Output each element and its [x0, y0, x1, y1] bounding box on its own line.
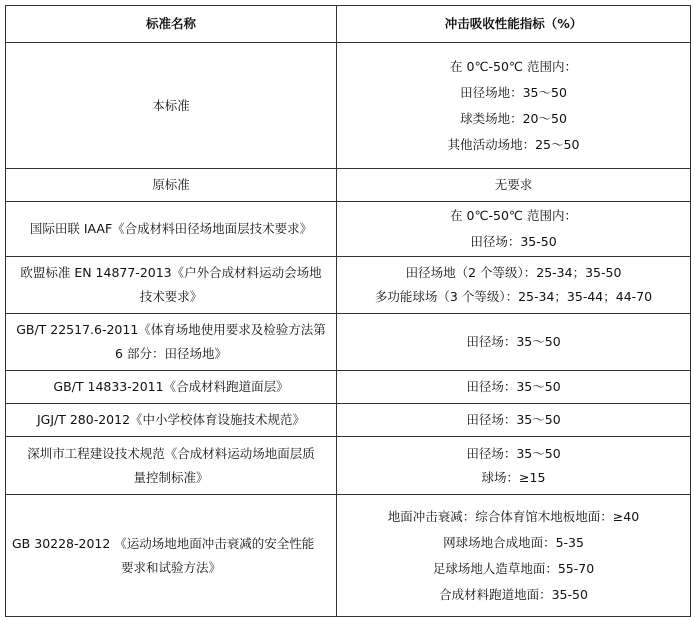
value-line: 田径场：35-50	[470, 234, 557, 249]
table-row	[6, 169, 691, 202]
standard-value-cell	[337, 495, 691, 617]
value-line: 其他活动场地：25～50	[447, 136, 580, 152]
standard-value-cell	[337, 169, 691, 202]
standard-name-line: GB 30228-2012 《运动场地地面冲击衰减的安全性能	[12, 535, 315, 551]
standard-name-cell	[6, 314, 337, 371]
value-line: 田径场地（2 个等级）：25-34；35-50	[405, 265, 622, 280]
standard-name-line: 6 部分：田径场地》	[115, 346, 227, 361]
header-impact-absorption: 冲击吸收性能指标（%）	[337, 6, 691, 43]
table-row	[6, 404, 691, 437]
standard-name-line: GB/T 22517.6-2011《体育场地使用要求及检验方法第	[16, 322, 326, 337]
standard-name-line: 本标准	[152, 97, 190, 113]
value-line: 网球场地合成地面：5-35	[443, 534, 584, 550]
value-line: 多功能球场（3 个等级）：25-34；35-44；44-70	[374, 289, 653, 304]
standard-value-cell	[337, 314, 691, 371]
standard-name-cell	[6, 437, 337, 495]
standard-name-cell	[6, 43, 337, 169]
standard-value-cell	[337, 202, 691, 257]
value-line: 球类场地：20～50	[460, 110, 567, 126]
value-line: 合成材料跑道地面：35-50	[439, 586, 588, 602]
table-row	[6, 43, 691, 169]
header-row	[6, 6, 691, 43]
standard-name-line: GB/T 14833-2011《合成材料跑道面层》	[53, 379, 289, 394]
value-line: 球场：≥15	[481, 469, 546, 485]
table-row	[6, 257, 691, 314]
standard-name-cell	[6, 404, 337, 437]
standard-value-cell	[337, 371, 691, 404]
standard-value-cell	[337, 437, 691, 495]
header-standard-name: 标准名称	[6, 6, 337, 43]
value-line: 在 0℃-50℃ 范围内：	[450, 208, 577, 223]
table-row	[6, 202, 691, 257]
value-line: 在 0℃-50℃ 范围内：	[450, 58, 577, 74]
standard-value-cell	[337, 43, 691, 169]
standard-name-line: 技术要求》	[139, 289, 203, 304]
table-row	[6, 437, 691, 495]
standard-name-cell	[6, 202, 337, 257]
table-row	[6, 371, 691, 404]
standard-name-line: 要求和试验方法》	[120, 559, 221, 575]
value-line: 田径场：35～50	[466, 445, 561, 461]
value-line: 田径场：35～50	[466, 379, 561, 394]
value-line: 无要求	[494, 177, 533, 192]
value-line: 田径场：35～50	[466, 334, 561, 349]
standard-name-line: 国际田联 IAAF《合成材料田径场地面层技术要求》	[29, 221, 313, 236]
value-line: 足球场地人造草地面：55-70	[432, 560, 595, 576]
value-line: 田径场地：35～50	[460, 84, 567, 100]
standard-name-cell	[6, 169, 337, 202]
standard-name-cell	[6, 495, 337, 617]
table-row	[6, 314, 691, 371]
standard-name-line: 欧盟标准 EN 14877-2013《户外合成材料运动会场地	[20, 265, 322, 280]
value-line: 田径场：35～50	[466, 412, 561, 427]
standard-name-line: 深圳市工程建设技术规范《合成材料运动场地面层质	[27, 445, 315, 461]
standard-value-cell	[337, 257, 691, 314]
standard-name-line: 原标准	[152, 177, 190, 192]
standard-name-line: 量控制标准》	[133, 469, 209, 485]
standard-value-cell	[337, 404, 691, 437]
standards-table	[5, 5, 691, 617]
standard-name-cell	[6, 371, 337, 404]
standard-name-cell	[6, 257, 337, 314]
standard-name-line: JGJ/T 280-2012《中小学校体育设施技术规范》	[36, 412, 306, 427]
value-line: 地面冲击衰减：综合体育馆木地板地面：≥40	[387, 508, 640, 524]
table-row	[6, 495, 691, 617]
